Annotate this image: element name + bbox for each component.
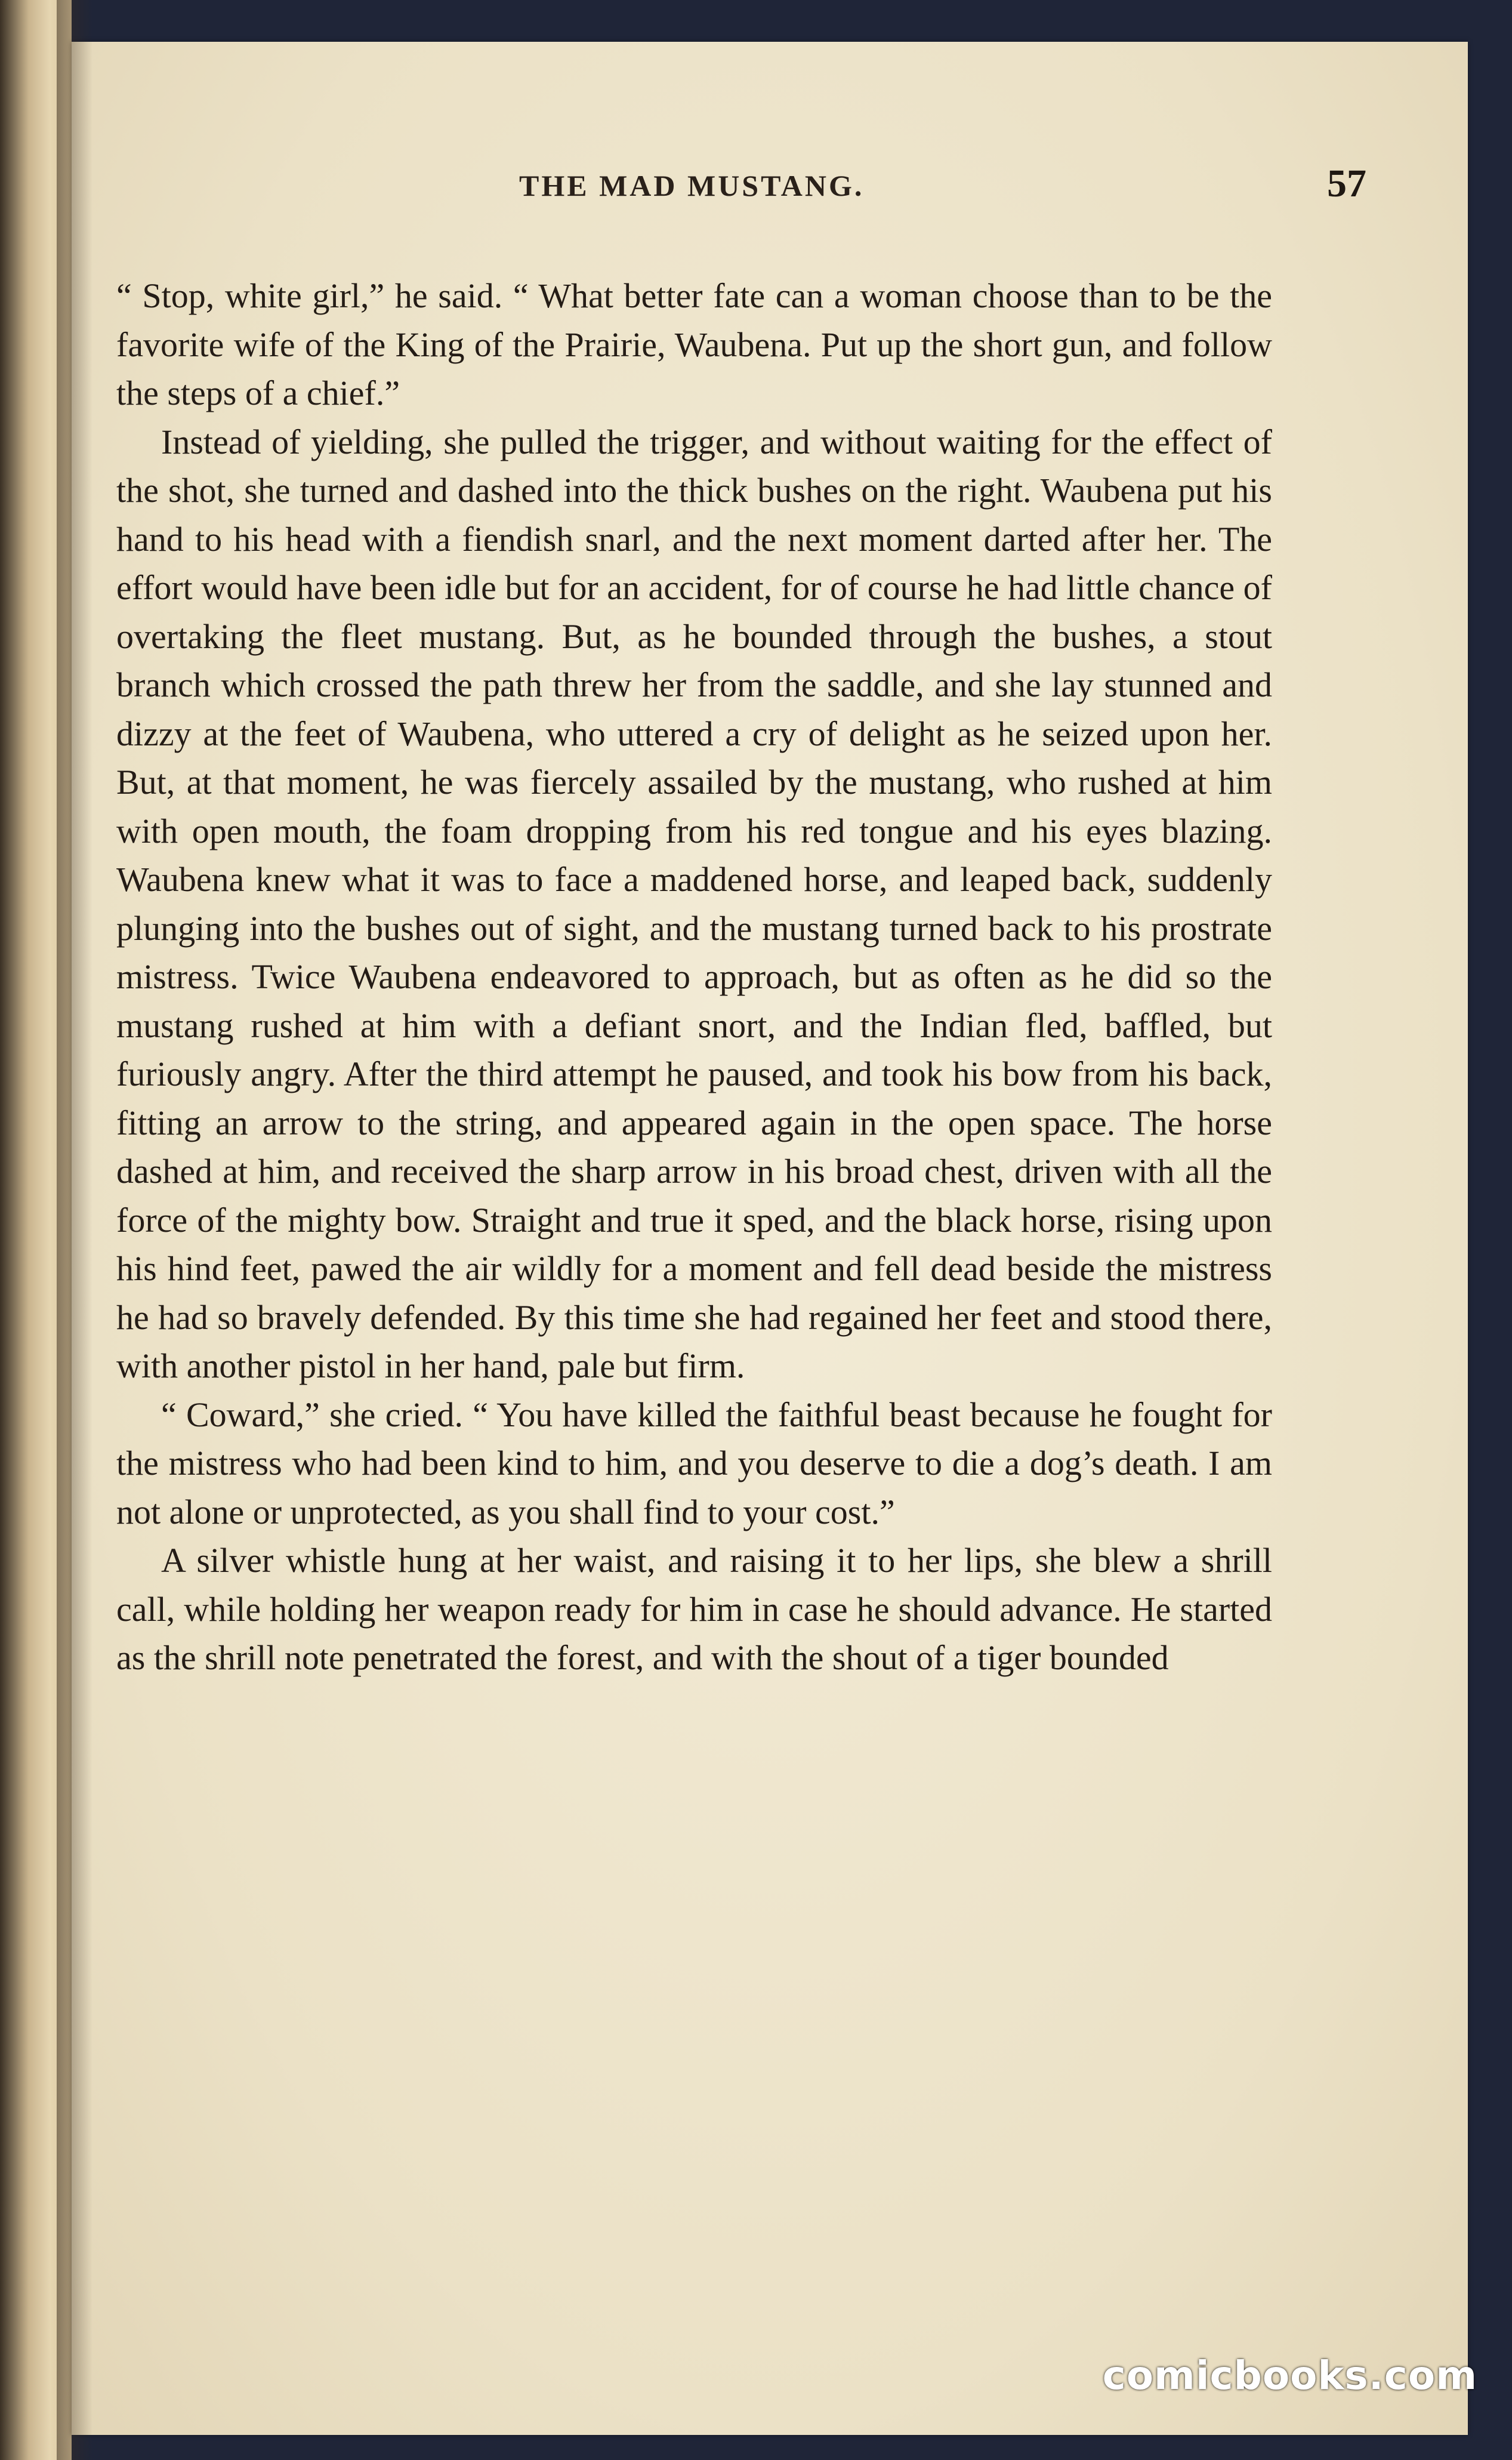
paragraph: “ Stop, white girl,” he said. “ What better fate can a woman choose than to be the favorite wife of the King of the Prairie, Waubena. Put up the short gun, and follow the steps of a chief.” bbox=[116, 276, 1272, 412]
watermark: comicbooks.com bbox=[1102, 2353, 1477, 2399]
running-head bbox=[72, 161, 1468, 209]
paragraph: Instead of yielding, she pulled the trigger, and without waiting for the effect of the shot, she turned and dashed into the thick bushes on the right. Waubena put his hand to his head with a fiendish snarl, and the next moment darted after her. The effort would have been idle but for an accident, for of course he had little chance of overtaking the fleet mustang. But, as he bounded through the bushes, a stout branch which crossed the path threw her from the saddle, and she lay stunned and dizzy at the feet of Waubena, who uttered a cry of delight as he seized upon her. But, at that moment, he was fiercely assailed by the mustang, who rushed at him with open mouth, the foam dropping from his red tongue and his eyes blazing. Waubena knew what it was to face a maddened horse, and leaped back, suddenly plunging into the bushes out of sight, and the mustang turned back to his prostrate mistress. Twice Waubena endeavored to approach, but as often as he did so the mustang rushed at him with a defiant snort, and the Indian fled, baffled, but furiously angry. After the third attempt he paused, and took his bow from his back, fitting an arrow to the string, and appeared again in the open space. The horse dashed at him, and received the sharp arrow in his broad chest, driven with all the force of the mighty bow. Straight and true it sped, and the black horse, rising upon his hind feet, pawed the air wildly for a moment and fell dead beside the mistress he had so bravely defended. By this time she had regained her feet and stood there, with another pistol in her hand, pale but firm. bbox=[116, 422, 1272, 1385]
running-title: THE MAD MUSTANG. bbox=[519, 169, 865, 202]
paragraph: A silver whistle hung at her waist, and raising it to her lips, she blew a shrill call, while holding her weapon ready for him in case he should advance. He started as the shrill note penetrated the forest, and with the shout of a tiger bounded bbox=[116, 1541, 1272, 1677]
paragraph: “ Coward,” she cried. “ You have killed the faithful beast because he fought for the mistress who had been kind to him, and you deserve to die a dog’s death. I am not alone or unprotected, as you shall find to your cost.” bbox=[116, 1395, 1272, 1531]
gutter-shadow bbox=[57, 0, 92, 2460]
book-page bbox=[72, 42, 1468, 2435]
page-number: 57 bbox=[1327, 162, 1366, 205]
body-text bbox=[116, 272, 1272, 1682]
